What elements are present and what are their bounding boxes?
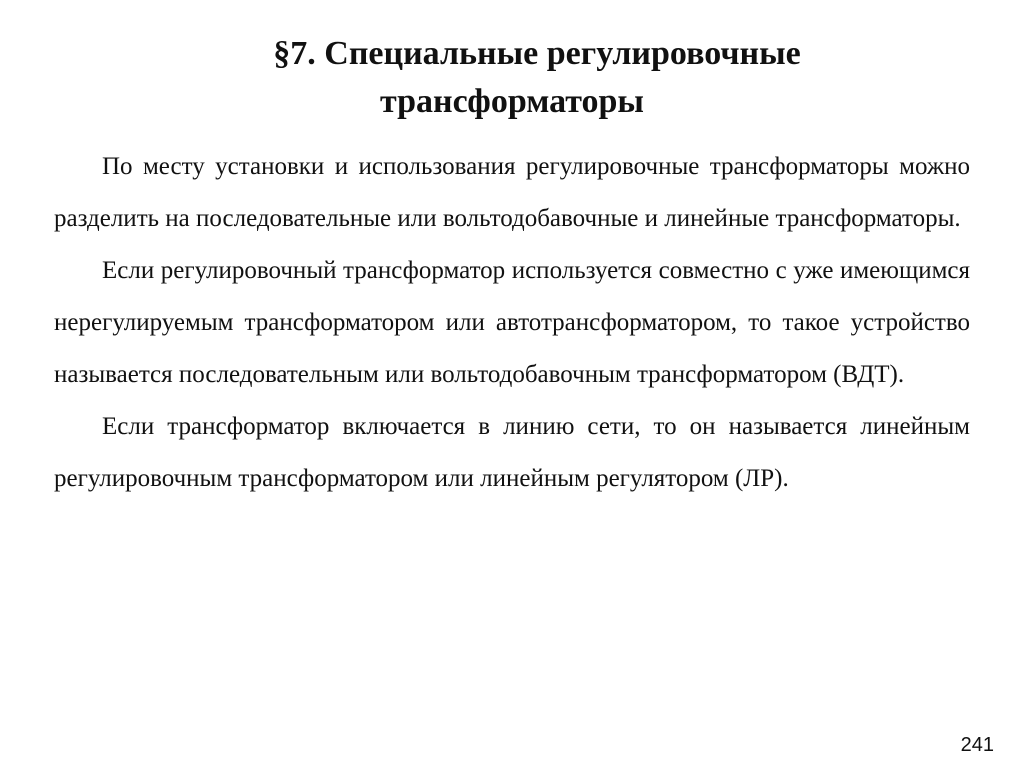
title-line-1: §7. Специальные регулировочные — [273, 35, 801, 72]
paragraph: Если трансформатор включается в линию сети, то он называется линейным регулировочным трансформатором или линейным регулятором (ЛР). — [54, 413, 970, 492]
page-title — [0, 30, 1024, 126]
page-number: 241 — [960, 734, 994, 756]
paragraph: Если регулировочный трансформатор используется совместно с уже имеющимся нерегулируемым трансформатором или автотрансформатором, то такое устройство называется последовательным или вольтодобавочным трансформатором (ВДТ). — [54, 257, 970, 388]
paragraph: По месту установки и использования регулировочные трансформаторы можно разделить на последовательные или вольтодобавочные и линейные трансформаторы. — [54, 153, 970, 232]
title-line-2: трансформаторы — [380, 83, 644, 120]
body-text — [54, 141, 970, 505]
